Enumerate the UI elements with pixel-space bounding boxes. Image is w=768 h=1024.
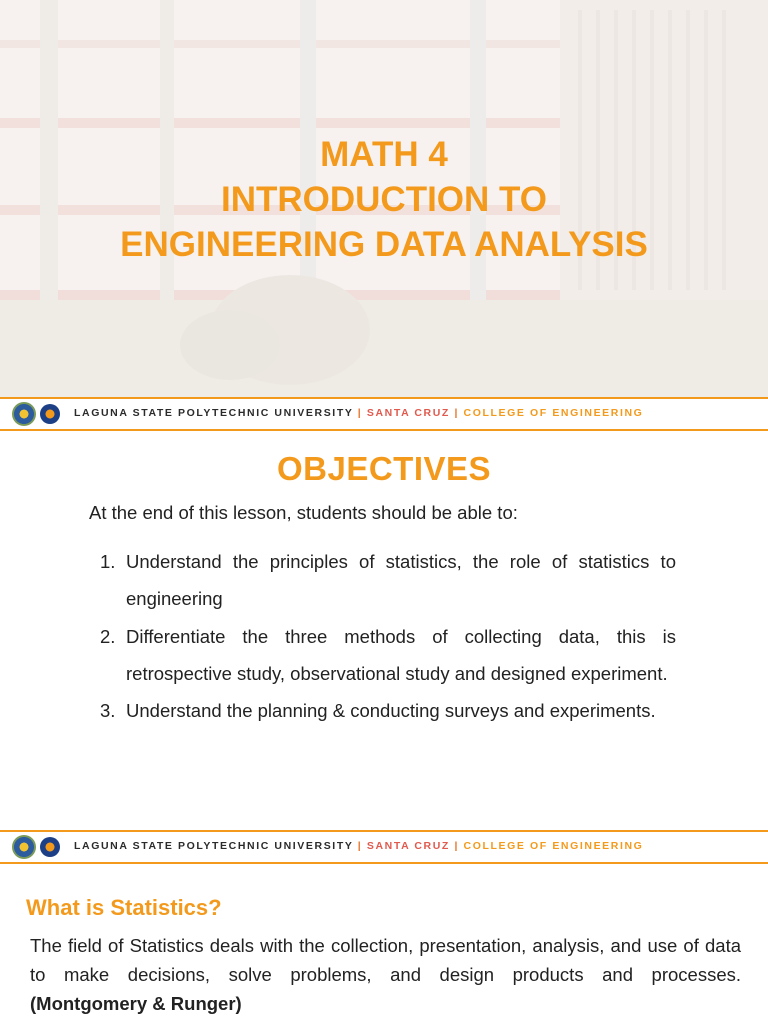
list-item-number: 3. xyxy=(100,700,116,722)
banner-separator: | xyxy=(454,407,460,419)
list-item-number: 1. xyxy=(100,551,116,572)
list-item-text: Understand the principles of statistics, the role of statistics to engineering xyxy=(126,551,676,610)
list-item-number: 2. xyxy=(100,625,116,647)
banner-separator: | xyxy=(454,840,460,852)
objectives-heading: OBJECTIVES xyxy=(276,450,492,487)
university-banner xyxy=(0,830,768,864)
course-title xyxy=(0,132,768,267)
banner-campus: SANTA CRUZ xyxy=(366,407,450,419)
banner-separator: | xyxy=(357,407,363,419)
list-item-text: Differentiate the three methods of collecting data, this is retrospective study, observational study and designed experiment. xyxy=(126,625,676,684)
banner-text xyxy=(74,407,643,419)
banner-university: LAGUNA STATE POLYTECHNIC UNIVERSITY xyxy=(74,840,354,852)
list-item xyxy=(100,618,676,693)
objectives-intro: At the end of this lesson, students should be able to: xyxy=(89,502,518,523)
statistics-definition xyxy=(30,931,741,1018)
course-code: MATH 4 xyxy=(320,135,448,174)
university-seal-icon xyxy=(12,835,36,859)
list-item-text: Understand the planning & conducting surveys and experiments. xyxy=(126,700,656,722)
university-seal-icon xyxy=(12,402,36,426)
college-seal-icon xyxy=(40,404,60,424)
banner-text xyxy=(74,840,643,852)
banner-separator: | xyxy=(357,840,363,852)
banner-college: COLLEGE OF ENGINEERING xyxy=(463,407,644,419)
course-title-line-2: ENGINEERING DATA ANALYSIS xyxy=(120,225,648,264)
list-item xyxy=(100,692,676,729)
objectives-list xyxy=(100,543,676,729)
course-title-line-1: INTRODUCTION TO xyxy=(220,180,547,219)
section-heading: What is Statistics? xyxy=(26,895,222,920)
list-item xyxy=(100,543,676,618)
definition-citation: (Montgomery & Runger) xyxy=(30,993,242,1014)
banner-college: COLLEGE OF ENGINEERING xyxy=(463,840,644,852)
definition-text: The field of Statistics deals with the collection, presentation, analysis, and use of data to make decisions, solve problems, and design products and processes. xyxy=(30,935,741,985)
college-seal-icon xyxy=(40,837,60,857)
banner-campus: SANTA CRUZ xyxy=(366,840,450,852)
university-banner xyxy=(0,397,768,431)
banner-university: LAGUNA STATE POLYTECHNIC UNIVERSITY xyxy=(74,407,354,419)
title-slide xyxy=(0,0,768,397)
